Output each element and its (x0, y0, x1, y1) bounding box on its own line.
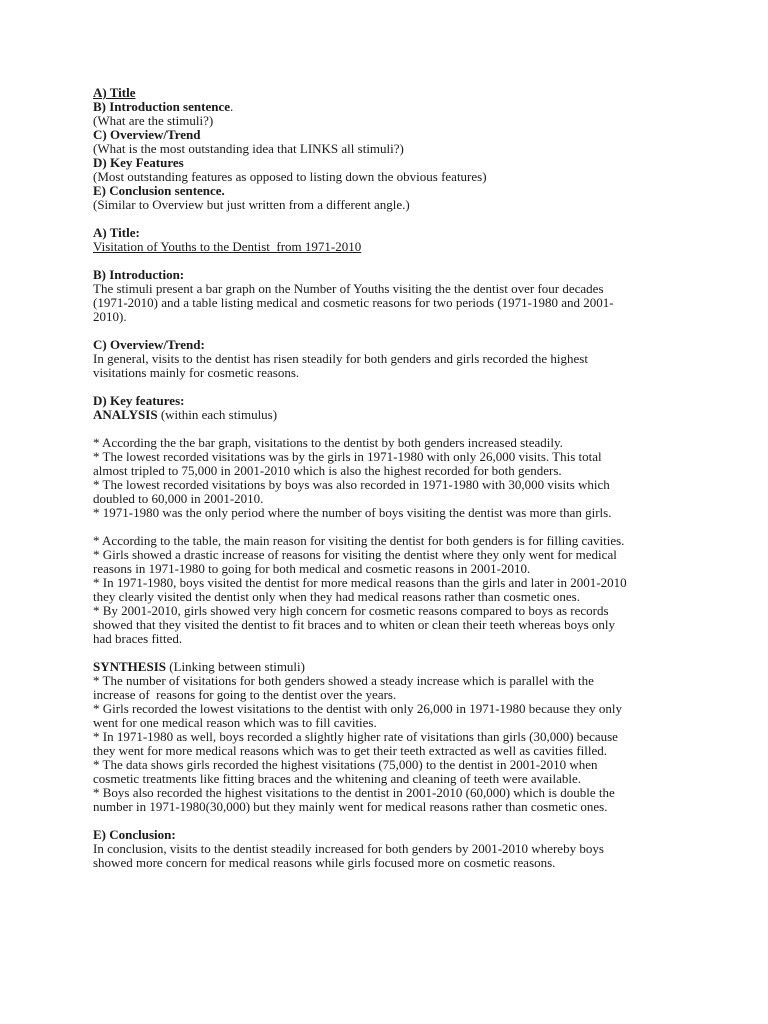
introduction-line-2: (1971-2010) and a table listing medical and cosmetic reasons for two periods (1971-1980 and 2001- (93, 295, 614, 310)
synthesis-line: * Girls recorded the lowest visitations to the dentist with only 26,000 in 1971-1980 because they only (93, 701, 622, 716)
synthesis-line: cosmetic treatments like fitting braces and the whitening and cleaning of teeth were available. (93, 771, 582, 786)
analysis-line: * By 2001-2010, girls showed very high concern for cosmetic reasons compared to boys as records (93, 603, 609, 618)
analysis-line: * According to the table, the main reason for visiting the dentist for both genders is for filling cavities. (93, 533, 625, 548)
outline-section (93, 86, 673, 212)
key-features-heading: D) Key features: (93, 393, 185, 408)
synthesis-line: increase of reasons for going to the dentist over the years. (93, 687, 397, 702)
outline-conclusion: E) Conclusion sentence. (93, 183, 225, 198)
outline-conclusion-note: (Similar to Overview but just written from a different angle.) (93, 197, 410, 212)
analysis-line: doubled to 60,000 in 2001-2010. (93, 491, 264, 506)
outline-overview: C) Overview/Trend (93, 127, 201, 142)
conclusion-line-1: In conclusion, visits to the dentist steadily increased for both genders by 2001-2010 whereby boys (93, 841, 604, 856)
conclusion-line-2: showed more concern for medical reasons while girls focused more on cosmetic reasons. (93, 855, 556, 870)
synthesis-heading: SYNTHESIS (Linking between stimuli) (93, 659, 305, 674)
synthesis-line: went for one medical reason which was to fill cavities. (93, 715, 377, 730)
analysis-group-1 (93, 436, 673, 520)
outline-key-features: D) Key Features (93, 155, 184, 170)
analysis-line: * The lowest recorded visitations was by the girls in 1971-1980 with only 26,000 visits. This total (93, 449, 602, 464)
outline-key-note: (Most outstanding features as opposed to listing down the obvious features) (93, 169, 487, 184)
introduction-line-3: 2010). (93, 309, 127, 324)
essay-title: Visitation of Youths to the Dentist from 1971-2010 (93, 239, 362, 254)
conclusion-heading: E) Conclusion: (93, 827, 176, 842)
analysis-line: had braces fitted. (93, 631, 183, 646)
analysis-line: * Girls showed a drastic increase of reasons for visiting the dentist where they only went for medical (93, 547, 617, 562)
outline-intro-note: (What are the stimuli?) (93, 113, 214, 128)
title-heading: A) Title: (93, 225, 140, 240)
synthesis-line: number in 1971-1980(30,000) but they mainly went for medical reasons rather than cosmetic ones. (93, 799, 608, 814)
synthesis-line: * In 1971-1980 as well, boys recorded a slightly higher rate of visitations than girls (30,000) because (93, 729, 618, 744)
synthesis-line: they went for more medical reasons which was to get their teeth extracted as well as cavities filled. (93, 743, 608, 758)
synthesis-lines (93, 674, 673, 814)
synthesis-line: * The data shows girls recorded the highest visitations (75,000) to the dentist in 2001-2010 when (93, 757, 598, 772)
analysis-line: * The lowest recorded visitations by boys was also recorded in 1971-1980 with 30,000 visits which (93, 477, 610, 492)
introduction-heading: B) Introduction: (93, 267, 185, 282)
analysis-line: * 1971-1980 was the only period where the number of boys visiting the dentist was more than girls. (93, 505, 612, 520)
overview-heading: C) Overview/Trend: (93, 337, 205, 352)
overview-line-2: visitations mainly for cosmetic reasons. (93, 365, 300, 380)
overview-line-1: In general, visits to the dentist has risen steadily for both genders and girls recorded the highest (93, 351, 588, 366)
analysis-line: almost tripled to 75,000 in 2001-2010 which is also the highest recorded for both genders. (93, 463, 562, 478)
analysis-line: reasons in 1971-1980 to going for both medical and cosmetic reasons in 2001-2010. (93, 561, 531, 576)
outline-intro: B) Introduction sentence. (93, 99, 234, 114)
synthesis-line: * Boys also recorded the highest visitations to the dentist in 2001-2010 (60,000) which is double the (93, 785, 615, 800)
outline-overview-note: (What is the most outstanding idea that LINKS all stimuli?) (93, 141, 404, 156)
synthesis-line: * The number of visitations for both genders showed a steady increase which is parallel with the (93, 673, 594, 688)
document-body (93, 86, 673, 870)
analysis-line: * According the the bar graph, visitations to the dentist by both genders increased steadily. (93, 435, 563, 450)
analysis-line: showed that they visited the dentist to fit braces and to whiten or clean their teeth whereas boys only (93, 617, 616, 632)
outline-title: A) Title (93, 85, 136, 100)
introduction-line-1: The stimuli present a bar graph on the Number of Youths visiting the the dentist over four decades (93, 281, 604, 296)
analysis-group-2 (93, 534, 673, 646)
analysis-line: they clearly visited the dentist only when they had medical reasons rather than cosmetic ones. (93, 589, 580, 604)
analysis-line: * In 1971-1980, boys visited the dentist for more medical reasons than the girls and later in 2001-2010 (93, 575, 627, 590)
analysis-heading: ANALYSIS (within each stimulus) (93, 407, 278, 422)
